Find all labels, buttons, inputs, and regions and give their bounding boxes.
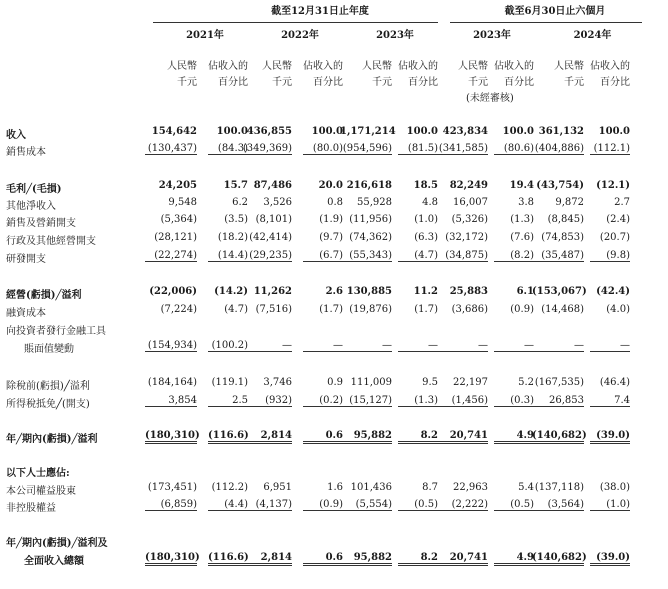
table-cell — [436, 534, 488, 545]
table-cell: (184,164) — [147, 377, 197, 388]
table-cell: (0.5) — [494, 499, 534, 511]
table-cell: (932) — [240, 395, 292, 407]
table-cell — [340, 534, 392, 545]
table-cell: (180,310) — [145, 552, 197, 566]
table-cell: (34,875) — [436, 250, 488, 262]
table-cell: 0.6 — [303, 430, 343, 444]
row-label: 全面收入總額 — [24, 556, 84, 567]
row-label: 年╱期內(虧損)╱溢利及 — [6, 538, 108, 549]
table-cell: (32,172) — [445, 232, 488, 243]
table-cell: (9.8) — [590, 250, 630, 262]
pct-label-top: 佔收入的 — [303, 61, 343, 72]
table-cell: (39.0) — [590, 552, 630, 566]
row-label: 融資成本 — [6, 308, 46, 319]
table-cell — [240, 464, 292, 475]
table-cell: (14.4) — [208, 250, 248, 262]
table-cell: 20,741 — [436, 552, 488, 566]
table-cell: (4.7) — [398, 250, 438, 262]
table-cell: (4.7) — [224, 304, 248, 315]
table-cell: 26,853 — [532, 395, 584, 407]
table-cell: (116.6) — [208, 552, 248, 566]
row-label: 經營(虧損)╱溢利 — [6, 290, 82, 301]
table-cell: (1,456) — [436, 395, 488, 407]
pct-label-bottom: 百分比 — [313, 77, 343, 88]
row-label: 銷售及營銷開支 — [6, 218, 76, 229]
table-cell: — — [590, 340, 630, 352]
table-cell: 3.8 — [518, 197, 534, 208]
year-2023: 2023年 — [376, 30, 414, 41]
table-cell — [303, 534, 343, 545]
unit-label-bottom: 千元 — [564, 77, 584, 88]
table-cell: (22,006) — [149, 286, 197, 297]
unit-label-top: 人民幣 — [554, 61, 584, 72]
row-label: 其他淨收入 — [6, 201, 56, 212]
table-cell — [436, 322, 488, 333]
unit-label-top: 人民幣 — [167, 61, 197, 72]
table-cell: 87,486 — [253, 180, 292, 191]
table-cell — [590, 322, 630, 333]
table-cell: 0.8 — [327, 197, 343, 208]
table-cell: 4.9 — [494, 552, 534, 566]
table-cell — [303, 464, 343, 475]
table-cell: 423,834 — [442, 126, 488, 137]
table-cell: (5,326) — [451, 214, 488, 225]
table-cell: 130,885 — [346, 286, 392, 297]
table-cell: (22,274) — [145, 250, 197, 262]
table-cell: 22,963 — [453, 482, 488, 493]
table-cell: 216,618 — [346, 180, 392, 191]
table-cell: (14.2) — [214, 286, 248, 297]
table-cell: 3,746 — [263, 377, 292, 388]
unaudited-note: (未經審核) — [466, 93, 514, 104]
table-cell: 436,855 — [246, 126, 292, 137]
table-cell: (11,956) — [349, 214, 392, 225]
table-cell: (1.3) — [510, 214, 534, 225]
table-cell: (1.9) — [319, 214, 343, 225]
pct-label-bottom: 百分比 — [600, 77, 630, 88]
table-cell: (153,067) — [532, 286, 587, 297]
table-cell: (2.4) — [606, 214, 630, 225]
table-cell: (6,859) — [145, 499, 197, 511]
table-cell — [340, 464, 392, 475]
table-cell: (1.3) — [398, 395, 438, 407]
pct-label-top: 佔收入的 — [208, 61, 248, 72]
row-label: 非控股權益 — [6, 503, 56, 514]
table-cell: (74,362) — [349, 232, 392, 243]
table-cell: (349,369) — [240, 143, 292, 155]
table-cell: 100.0 — [406, 126, 438, 137]
table-cell — [145, 322, 197, 333]
table-cell: 3,526 — [263, 197, 292, 208]
table-cell: (6.7) — [303, 250, 343, 262]
table-cell: (80.6) — [494, 143, 534, 155]
table-cell: (0.9) — [303, 499, 343, 511]
table-cell: 2.6 — [325, 286, 343, 297]
table-cell: (19,876) — [349, 304, 392, 315]
table-cell: 5.2 — [518, 377, 534, 388]
table-cell: 24,205 — [158, 180, 197, 191]
table-cell — [436, 464, 488, 475]
table-cell: (154,934) — [145, 340, 197, 352]
table-cell: (2,222) — [436, 499, 488, 511]
table-cell: 100.0 — [216, 126, 248, 137]
pct-label-bottom: 百分比 — [408, 77, 438, 88]
table-cell: (7,516) — [255, 304, 292, 315]
table-cell: 9,548 — [168, 197, 197, 208]
row-label: 向投資者發行金融工具 — [6, 326, 106, 337]
unit-label-top: 人民幣 — [458, 61, 488, 72]
row-label: 年╱期內(虧損)╱溢利 — [6, 434, 98, 445]
table-cell: (341,585) — [436, 143, 488, 155]
table-cell: (167,535) — [534, 377, 584, 388]
table-cell: (100.2) — [208, 340, 248, 352]
table-cell: — — [436, 340, 488, 352]
table-cell: (0.9) — [510, 304, 534, 315]
table-cell: — — [240, 340, 292, 352]
table-cell: 82,249 — [449, 180, 488, 191]
table-cell: (74,853) — [541, 232, 584, 243]
table-cell: — — [303, 340, 343, 352]
table-cell: (4.4) — [208, 499, 248, 511]
table-cell — [398, 322, 438, 333]
table-cell — [590, 534, 630, 545]
table-cell: (130,437) — [145, 143, 197, 155]
table-cell: (28,121) — [154, 232, 197, 243]
table-cell: (14,468) — [541, 304, 584, 315]
pct-label-top: 佔收入的 — [494, 61, 534, 72]
table-cell: (18.2) — [217, 232, 248, 243]
table-cell: 100.0 — [598, 126, 630, 137]
table-cell: (9.7) — [319, 232, 343, 243]
table-cell: 95,882 — [340, 430, 392, 444]
table-cell — [532, 534, 584, 545]
row-label: 銷售成本 — [6, 147, 46, 158]
table-cell: 25,883 — [449, 286, 488, 297]
table-cell: (3,686) — [451, 304, 488, 315]
table-cell: 5.4 — [518, 482, 534, 493]
pct-label-bottom: 百分比 — [504, 77, 534, 88]
unit-label-bottom: 千元 — [468, 77, 488, 88]
table-cell — [340, 322, 392, 333]
pct-label-top: 佔收入的 — [590, 61, 630, 72]
table-cell — [303, 322, 343, 333]
table-cell: (46.4) — [599, 377, 630, 388]
table-cell: (42,414) — [249, 232, 292, 243]
table-cell: (112.2) — [211, 482, 248, 493]
row-label: 毛利╱(毛損) — [6, 184, 62, 195]
year-2023-interim: 2023年 — [473, 30, 511, 41]
row-label: 除稅前(虧損)╱溢利 — [6, 381, 90, 392]
table-cell: (4.0) — [606, 304, 630, 315]
table-cell — [532, 464, 584, 475]
table-cell: 9.5 — [422, 377, 438, 388]
unit-label-top: 人民幣 — [362, 61, 392, 72]
table-cell: 100.0 — [311, 126, 343, 137]
unit-label-bottom: 千元 — [372, 77, 392, 88]
table-cell — [240, 322, 292, 333]
table-cell: 0.6 — [303, 552, 343, 566]
table-cell: 3,854 — [145, 395, 197, 407]
table-cell: (1.0) — [590, 499, 630, 511]
table-cell — [398, 464, 438, 475]
table-cell: 20,741 — [436, 430, 488, 444]
table-cell — [532, 322, 584, 333]
table-cell: (0.5) — [398, 499, 438, 511]
table-cell — [590, 464, 630, 475]
table-cell: — — [532, 340, 584, 352]
table-cell: 4.9 — [494, 430, 534, 444]
annual-underline — [153, 22, 438, 23]
table-cell: — — [494, 340, 534, 352]
table-cell: 8.2 — [398, 552, 438, 566]
table-cell: (8.2) — [494, 250, 534, 262]
interim-underline — [450, 22, 642, 23]
table-cell: 2,814 — [240, 430, 292, 444]
table-cell: (35,487) — [532, 250, 584, 262]
table-cell: (1.7) — [319, 304, 343, 315]
table-cell: (137,118) — [534, 482, 584, 493]
year-2024-interim: 2024年 — [573, 30, 612, 41]
header-group-interim: 截至6月30日止六個月 — [504, 6, 606, 17]
year-2021: 2021年 — [186, 30, 224, 41]
table-cell: 9,872 — [555, 197, 584, 208]
table-cell: 2.5 — [208, 395, 248, 407]
table-cell: 4.8 — [422, 197, 438, 208]
table-cell: 6,951 — [263, 482, 292, 493]
table-cell: 1.6 — [327, 482, 343, 493]
table-cell: 8.2 — [398, 430, 438, 444]
table-cell: 7.4 — [590, 395, 630, 407]
table-cell: (5,554) — [340, 499, 392, 511]
table-cell — [398, 534, 438, 545]
table-cell: 361,132 — [538, 126, 584, 137]
table-cell: (3,564) — [532, 499, 584, 511]
table-cell: 19.4 — [509, 180, 534, 191]
table-cell: (6.3) — [414, 232, 438, 243]
table-cell: 6.2 — [232, 197, 248, 208]
table-cell: (0.2) — [303, 395, 343, 407]
table-cell: (80.0) — [303, 143, 343, 155]
table-cell: — — [340, 340, 392, 352]
table-cell: (8,101) — [255, 214, 292, 225]
table-cell: 55,928 — [357, 197, 392, 208]
table-cell: (119.1) — [211, 377, 248, 388]
table-cell: (8,845) — [547, 214, 584, 225]
unit-label-bottom: 千元 — [272, 77, 292, 88]
table-cell: 95,882 — [340, 552, 392, 566]
unit-label-bottom: 千元 — [177, 77, 197, 88]
row-label: 收入 — [6, 130, 26, 141]
table-cell: (29,235) — [240, 250, 292, 262]
table-cell: 16,007 — [453, 197, 488, 208]
row-label: 行政及其他經營開支 — [6, 236, 96, 247]
table-cell: 11.2 — [413, 286, 438, 297]
table-cell — [494, 464, 534, 475]
table-cell: (42.4) — [596, 286, 630, 297]
table-cell: 6.1 — [516, 286, 534, 297]
table-cell: (4,137) — [240, 499, 292, 511]
table-cell: (39.0) — [590, 430, 630, 444]
table-cell: 2.7 — [614, 197, 630, 208]
table-cell: (7,224) — [160, 304, 197, 315]
table-cell: 20.0 — [318, 180, 343, 191]
table-cell: (404,886) — [532, 143, 584, 155]
table-cell: 100.0 — [502, 126, 534, 137]
table-cell: (1.7) — [414, 304, 438, 315]
table-cell: 2,814 — [240, 552, 292, 566]
table-cell: (5,364) — [160, 214, 197, 225]
row-label: 所得稅抵免╱(開支) — [6, 399, 90, 410]
table-cell: 0.9 — [327, 377, 343, 388]
table-cell: 18.5 — [413, 180, 438, 191]
table-cell: (12.1) — [596, 180, 630, 191]
table-cell — [145, 464, 197, 475]
table-cell: (7.6) — [510, 232, 534, 243]
table-cell: (112.1) — [590, 143, 630, 155]
table-cell: (173,451) — [147, 482, 197, 493]
table-cell: (15,127) — [340, 395, 392, 407]
table-cell: (140,682) — [532, 552, 584, 566]
table-cell: (84.3) — [208, 143, 248, 155]
table-cell: — — [398, 340, 438, 352]
row-label: 研發開支 — [6, 254, 46, 265]
table-cell: 11,262 — [253, 286, 292, 297]
unit-label-top: 人民幣 — [262, 61, 292, 72]
table-cell: 8.7 — [422, 482, 438, 493]
table-cell — [145, 534, 197, 545]
table-cell: 22,197 — [453, 377, 488, 388]
table-cell: 1,171,214 — [340, 126, 396, 137]
table-cell: 111,009 — [350, 377, 392, 388]
table-cell: (81.5) — [398, 143, 438, 155]
table-cell: (38.0) — [599, 482, 630, 493]
row-label: 本公司權益股東 — [6, 486, 76, 497]
table-cell: (1.0) — [414, 214, 438, 225]
table-cell — [494, 534, 534, 545]
header-group-annual: 截至12月31日止年度 — [271, 6, 369, 17]
row-label: 以下人士應佔: — [6, 468, 70, 479]
pct-label-bottom: 百分比 — [218, 77, 248, 88]
pct-label-top: 佔收入的 — [398, 61, 438, 72]
table-cell: (3.5) — [224, 214, 248, 225]
table-cell: (55,343) — [340, 250, 392, 262]
table-cell: 15.7 — [223, 180, 248, 191]
table-cell: (0.3) — [494, 395, 534, 407]
table-cell: (180,310) — [145, 430, 197, 444]
row-label: 賬面值變動 — [24, 344, 74, 355]
table-cell: 154,642 — [151, 126, 197, 137]
year-2022: 2022年 — [281, 30, 319, 41]
table-cell: (43,754) — [536, 180, 584, 191]
table-cell: (20.7) — [599, 232, 630, 243]
table-cell: 101,436 — [350, 482, 392, 493]
table-cell: (954,596) — [340, 143, 392, 155]
table-cell: (140,682) — [532, 430, 584, 444]
table-cell — [494, 322, 534, 333]
table-cell — [240, 534, 292, 545]
table-cell: (116.6) — [208, 430, 248, 444]
